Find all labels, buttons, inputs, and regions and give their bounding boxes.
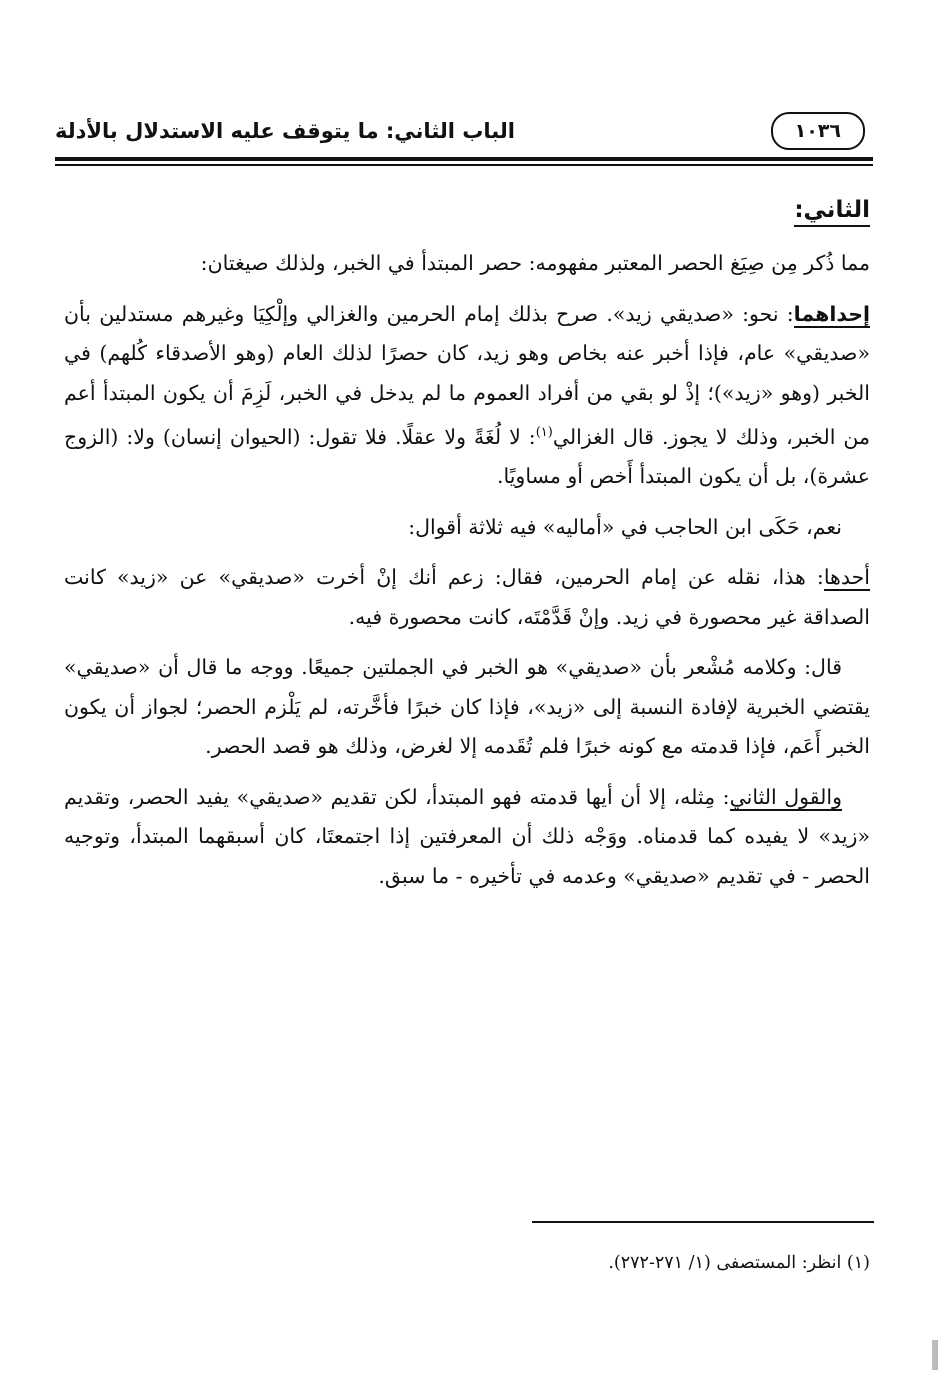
paragraph-6-lead: والقول الثاني bbox=[729, 784, 842, 809]
paragraph-2 bbox=[64, 295, 870, 497]
paragraph-5: قال: وكلامه مُشْعر بأن «صديقي» هو الخبر في الجملتين جميعًا. ووجه ما قال أن «صديقي» يقتضي الخبرية لإفادة النسبة إلى «زيد»، فإذا كان خبرًا فأخَّرته، لم يَلْزم الحصر؛ لجواز أن يكون الخبر أَعَم، فإذا قدمته مع كونه خبرًا فلم تُقَدمه إلا لغرض، وذلك هو قصد الحصر. bbox=[64, 655, 870, 759]
header-rule-thick bbox=[55, 157, 873, 161]
paragraph-6-text: : مِثله، إلا أن أيها قدمته فهو المبتدأ، لكن تقديم «صديقي» يفيد الحصر، وتقديم «زيد» لا يفيده كما قدمناه. ووَجْه ذلك أن المعرفتين إذا اجتمعتَا، كان أسبقهما المبتدأ، وتوجيه الحصر - في تقديم «صديقي» وعدمه في تأخيره - ما سبق. bbox=[64, 784, 870, 888]
footnote-rule bbox=[532, 1221, 874, 1223]
section-heading bbox=[64, 190, 870, 230]
paragraph-2-end: : لا لُغَةً ولا عقلًا. فلا تقول: (الحيوان إنسان) ولا: (الزوج عشرة)، بل أن يكون المبتدأ أَخص أو مساويًا. bbox=[64, 424, 870, 489]
paragraph-1: مما ذُكر مِن صِيَغ الحصر المعتبر مفهومه: حصر المبتدأ في الخبر، ولذلك صيغتان: bbox=[200, 251, 870, 275]
running-title: الباب الثاني: ما يتوقف عليه الاستدلال بالأدلة bbox=[55, 119, 515, 143]
main-text bbox=[64, 190, 870, 907]
header-rule-thin bbox=[55, 164, 873, 166]
footnote-ref[interactable]: (١) bbox=[535, 425, 553, 440]
page-number-badge: ١٠٣٦ bbox=[771, 112, 865, 150]
paragraph-4-lead: أحدها bbox=[823, 565, 870, 590]
paragraph-3: نعم، حَكَى ابن الحاجب في «أماليه» فيه ثلاثة أقوال: bbox=[408, 514, 842, 539]
paragraph-2-lead: إحداهما bbox=[793, 301, 870, 326]
paragraph-4 bbox=[64, 558, 870, 637]
footnote: (١) انظر: المستصفى (١/ ٢٧١-٢٧٢). bbox=[608, 1253, 870, 1273]
page-header bbox=[55, 110, 873, 152]
page-edge-mark bbox=[932, 1340, 938, 1370]
paragraph-4-text: : هذا، نقله عن إمام الحرمين، فقال: زعم أنك إنْ أخرت «صديقي» عن «زيد» كانت الصداقة غير محصورة في زيد. وإنْ قَدَّمْتَه، كانت محصورة فيه. bbox=[64, 565, 870, 629]
paragraph-6 bbox=[64, 778, 870, 897]
paragraph-2-text: : نحو: «صديقي زيد». صرح بذلك إمام الحرمين والغزالي وإلْكِيَا وغيرهم مستدلين بأن «صديقي» عام، فإذا أخبر عنه بخاص وهو زيد، كان حصرًا لذلك العام (وهو الأصدقاء كُلهم) في الخبر (وهو «زيد»)؛ إذْ لو بقي من أفراد العموم ما لم يدخل في الخبر، لَزِمَ أن يكون المبتدأ أعم من الخبر، وذلك لا يجوز. قال الغزالي bbox=[64, 301, 870, 449]
section-heading-label: الثاني: bbox=[794, 197, 870, 227]
